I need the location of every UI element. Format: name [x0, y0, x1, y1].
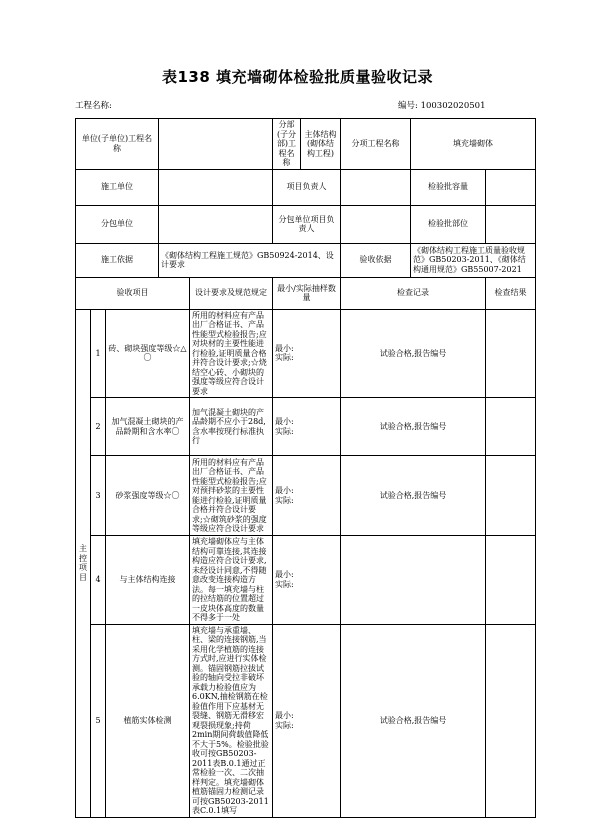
row-number: 3 [91, 456, 106, 536]
construction-unit-value[interactable] [159, 169, 273, 205]
row-item-name: 与主体结构连接 [106, 536, 190, 625]
sample-min-label: 最小: [275, 570, 294, 580]
subcontract-manager-value[interactable] [341, 205, 411, 243]
col-header-sample: 最小/实际抽样数量 [273, 277, 341, 309]
row-sample[interactable] [273, 536, 341, 625]
serial-number [398, 99, 485, 111]
sample-min-label: 最小: [275, 343, 294, 353]
main-control-group-label: 主 控 项 目 [76, 309, 91, 817]
row-sample[interactable] [273, 456, 341, 536]
row-item-name: 砂浆强度等级☆〇 [106, 456, 190, 536]
project-manager-value[interactable] [341, 169, 411, 205]
table-row [76, 536, 536, 625]
basis-label: 施工依据 [76, 243, 159, 277]
basis-value: 《砌体结构工程施工规范》GB50924-2014、设计要求 [159, 243, 341, 277]
batch-capacity-label: 检验批容量 [411, 169, 486, 205]
row-number: 2 [91, 398, 106, 456]
row-sample[interactable] [273, 398, 341, 456]
batch-capacity-value[interactable] [486, 169, 536, 205]
subitem-label: 分项工程名称 [341, 119, 411, 170]
row-sample[interactable] [273, 309, 341, 398]
subdivision-value: 主体结构(砌体结构工程) [301, 119, 341, 170]
row-item-name: 砖、砌块强度等级☆△〇 [106, 309, 190, 398]
table-row [76, 398, 536, 456]
unit-name-value[interactable] [159, 119, 273, 170]
sample-actual-label: 实际: [275, 579, 294, 589]
serial-value: 100302020501 [420, 101, 486, 111]
acceptance-basis-value: 《砌体结构工程施工质量验收规范》GB50203-2011、《砌体结构通用规范》GB55007-2021 [411, 243, 536, 277]
subcontract-manager-label: 分包单位项目负责人 [273, 205, 341, 243]
row-requirement: 加气混凝土砌块的产品龄期不应小于28d,含水率按现行标准执行 [190, 398, 273, 456]
row-record: 试验合格,报告编号 [341, 398, 486, 456]
serial-label: 编号: [398, 101, 418, 111]
row-result[interactable] [486, 309, 536, 398]
row-requirement: 所用的材料应有产品出厂合格证书、产品性能型式检验报告;应对块材的主要性能进行检验,证明质量合格并符合设计要求;☆烧结空心砖、小砌块的强度等级应符合设计要求 [190, 309, 273, 398]
row-number: 4 [91, 536, 106, 625]
sample-actual-label: 实际: [275, 353, 294, 363]
project-manager-label: 项目负责人 [273, 169, 341, 205]
subitem-value: 填充墙砌体 [411, 119, 536, 170]
sample-min-label: 最小: [275, 417, 294, 426]
col-header-record: 检查记录 [341, 277, 486, 309]
subcontract-unit-label: 分包单位 [76, 205, 159, 243]
subdivision-label: 分部(子分部)工程名称 [273, 119, 301, 170]
sample-actual-label: 实际: [275, 495, 294, 505]
row-item-name: 加气混凝土砌块的产品龄期和含水率〇 [106, 398, 190, 456]
sample-min-label: 最小: [275, 486, 294, 495]
row-item-name: 植筋实体检测 [106, 624, 190, 817]
row-record: 试验合格,报告编号 [341, 624, 486, 817]
row-result[interactable] [486, 456, 536, 536]
row-result[interactable] [486, 624, 536, 817]
col-header-requirement: 设计要求及规范规定 [190, 277, 273, 309]
row-record [341, 536, 486, 625]
table-row [76, 624, 536, 817]
table-row [76, 309, 536, 398]
sample-actual-label: 实际: [275, 720, 294, 730]
sample-min-label: 最小: [275, 711, 294, 720]
row-number: 5 [91, 624, 106, 817]
acceptance-basis-label: 验收依据 [341, 243, 411, 277]
row-requirement: 所用的材料应有产品出厂合格证书、产品性能型式检验报告;应对预拌砂浆的主要性能进行检验,证明质量合格并符合设计要求;☆砌筑砂浆的强度等级应符合设计要求 [190, 456, 273, 536]
subcontract-unit-value[interactable] [159, 205, 273, 243]
row-result[interactable] [486, 398, 536, 456]
page-title: 表138 填充墙砌体检验批质量验收记录 [161, 68, 434, 86]
col-header-result: 检查结果 [486, 277, 536, 309]
sample-actual-label: 实际: [275, 426, 294, 436]
row-sample[interactable] [273, 624, 341, 817]
col-header-item: 验收项目 [76, 277, 190, 309]
acceptance-record-table [75, 118, 536, 818]
row-number: 1 [91, 309, 106, 398]
row-requirement: 填充墙砌体应与主体结构可靠连接,其连接构造应符合设计要求,未经设计同意,不得随意改变连接构造方法。每一填充墙与柱的拉结筋的位置超过一皮块体高度的数量不得多于一处 [190, 536, 273, 625]
table-row [76, 456, 536, 536]
row-record: 试验合格,报告编号 [341, 309, 486, 398]
batch-part-label: 检验批部位 [411, 205, 486, 243]
batch-part-value[interactable] [486, 205, 536, 243]
unit-name-label: 单位(子单位)工程名称 [76, 119, 159, 170]
project-name-label: 工程名称: [75, 101, 112, 111]
construction-unit-label: 施工单位 [76, 169, 159, 205]
row-result[interactable] [486, 536, 536, 625]
row-record: 试验合格,报告编号 [341, 456, 486, 536]
row-requirement: 填充墙与承重墙、柱、梁的连接钢筋,当采用化学植筋的连接方式时,应进行实体检测。锚固钢筋拉拔试验的轴向受拉非破坏承载力检验值应为6.0KN,抽检钢筋在检验值作用下应基材无裂缝、钢筋无滑移宏观裂损现象;持荷2min期间荷载值降低不大于5%。检验批验收可按GB50203-2011表B.0.1通过正常检验一次、二次抽样判定。填充墙砌体植筋锚固力检测记录可按GB50203-2011表C.0.1填写 [190, 624, 273, 817]
